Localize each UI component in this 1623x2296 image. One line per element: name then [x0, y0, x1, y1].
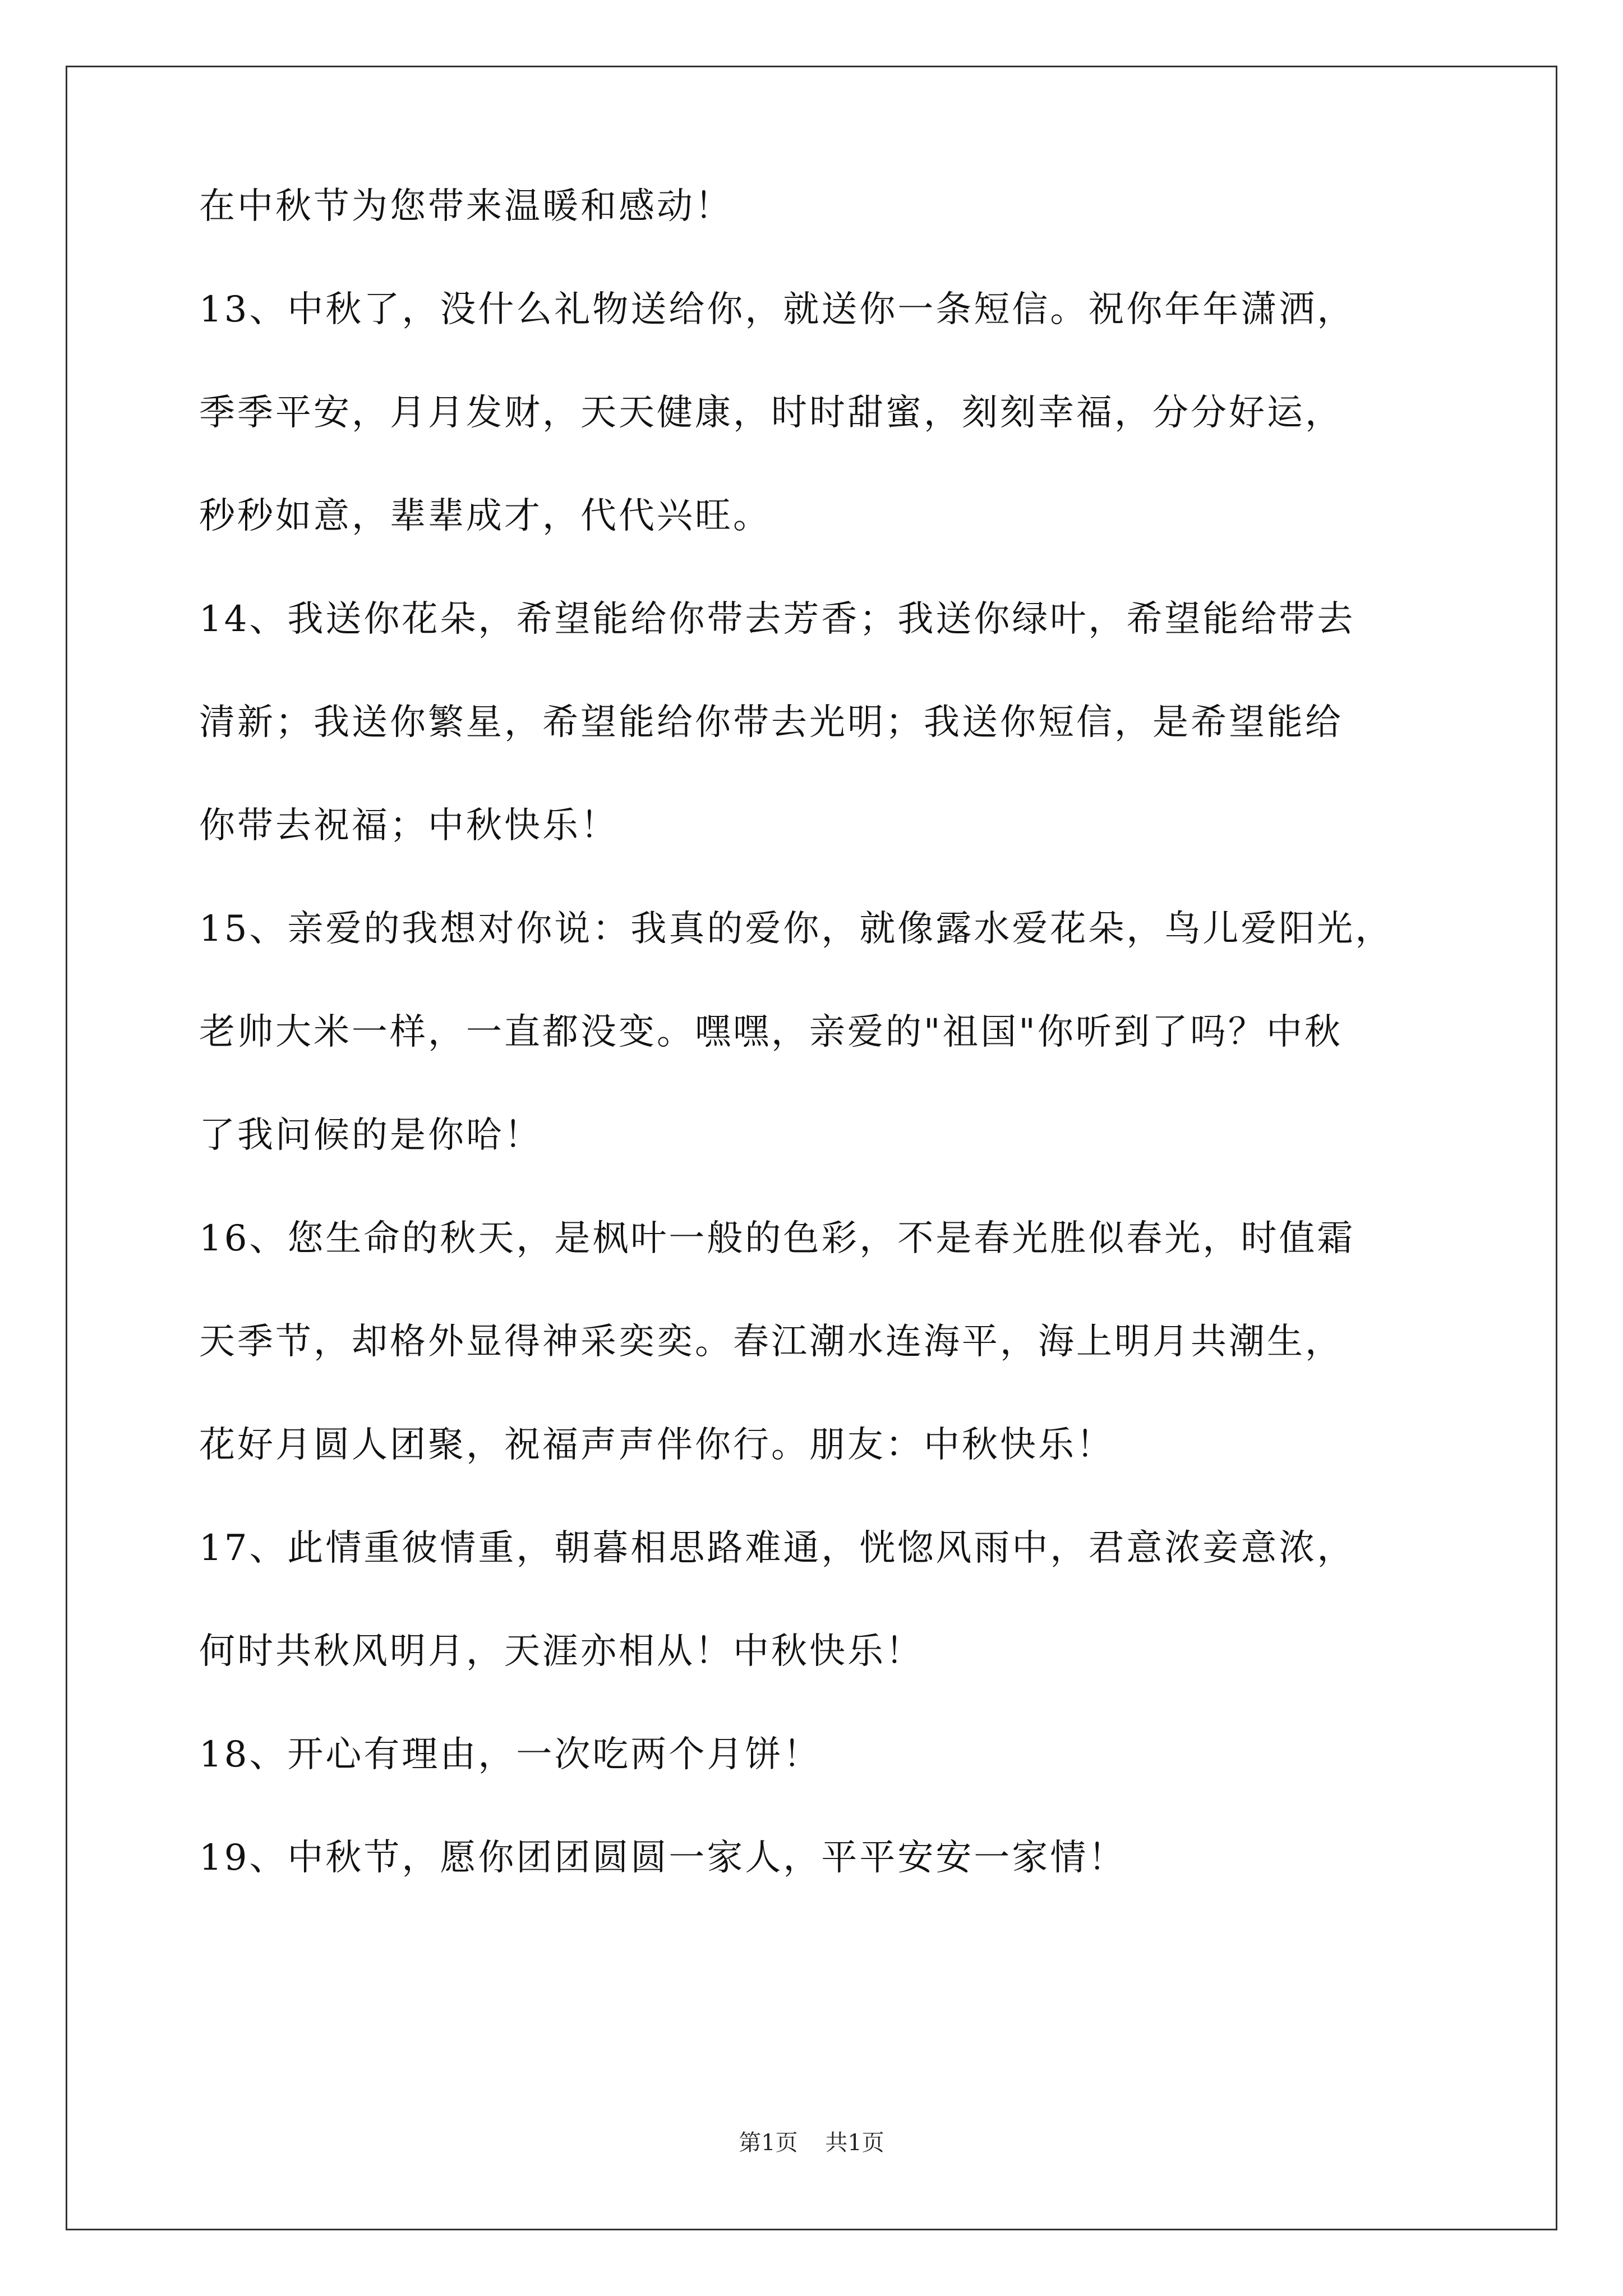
text-line: 了我问候的是你哈！ [199, 1115, 542, 1156]
text-line: 老帅大米一样，一直都没变。嘿嘿，亲爱的"祖国"你听到了吗？中秋 [199, 1011, 1343, 1053]
text-line: 16、您生命的秋天，是枫叶一般的色彩，不是春光胜似春光，时值霜 [199, 1218, 1355, 1259]
text-line: 季季平安，月月发财，天天健康，时时甜蜜，刻刻幸福，分分好运， [199, 392, 1343, 434]
text-line: 清新；我送你繁星，希望能给你带去光明；我送你短信，是希望能给 [199, 702, 1343, 743]
text-line: 14、我送你花朵，希望能给你带去芳香；我送你绿叶，希望能给带去 [199, 599, 1355, 640]
text-line: 18、开心有理由，一次吃两个月饼！ [199, 1734, 822, 1775]
text-line: 秒秒如意，辈辈成才，代代兴旺。 [199, 495, 771, 537]
page-footer [0, 2126, 1623, 2160]
text-line: 19、中秋节，愿你团团圆圆一家人，平平安安一家情！ [199, 1837, 1127, 1879]
text-line: 何时共秋风明月，天涯亦相从！中秋快乐！ [199, 1631, 924, 1672]
page-number-current: 第1页 [739, 2130, 798, 2156]
text-line: 15、亲爱的我想对你说：我真的爱你，就像露水爱花朵，鸟儿爱阳光， [199, 908, 1394, 950]
text-line: 花好月圆人团聚，祝福声声伴你行。朋友：中秋快乐！ [199, 1424, 1114, 1466]
text-line: 天季节，却格外显得神采奕奕。春江潮水连海平，海上明月共潮生， [199, 1321, 1343, 1363]
text-line: 在中秋节为您带来温暖和感动！ [199, 186, 733, 227]
text-line: 17、此情重彼情重，朝暮相思路难通，恍惚风雨中，君意浓妾意浓， [199, 1527, 1355, 1569]
text-line: 你带去祝福；中秋快乐！ [199, 805, 619, 846]
document-body [199, 186, 1483, 1910]
page-number-total: 共1页 [825, 2130, 884, 2156]
text-line: 13、中秋了，没什么礼物送给你，就送你一条短信。祝你年年潇洒， [199, 289, 1355, 330]
